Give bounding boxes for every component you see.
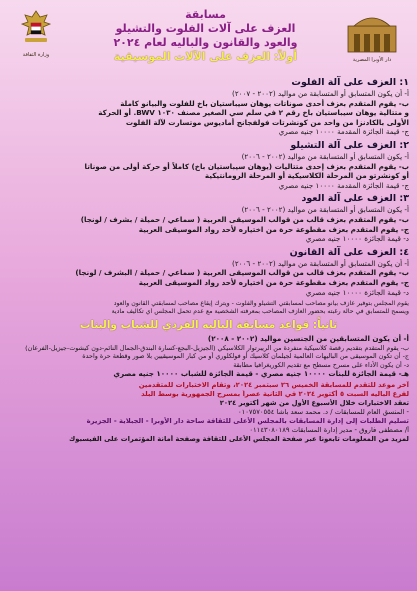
section-line: ب- يقوم المتقدم بعزف إحدى متتاليات (يوهان سيباستيان باخ) كاملاً أو حركة أولى من صوناتا (84, 161, 409, 171)
section-oud (8, 193, 409, 243)
title-line-3: والعود والقانون والباليه لعام ٢٠٢٤ (113, 36, 298, 49)
notes (8, 300, 409, 316)
contact-line: - المنسق العام للمسابقات / د. محمد سعد باشا ٠١٠٧٥٧٠٥٥٤ (237, 407, 409, 416)
logo-left-caption: وزارة الثقافة (22, 52, 50, 58)
note-line: ويسمح للمتسابق في حالة رغبته بحضور العازف المصاحب بمعرفته الشخصية مع عدم تحمل المجلس أي تكاليف مادية (111, 308, 409, 316)
section-qanun (8, 247, 409, 297)
closing-info (8, 381, 409, 444)
closing-line: تعقد الاختبارات خلال الأسبوع الأول من شهر أكتوبر ٢٠٢٤ (219, 398, 409, 407)
ballet-line: هـ- قيمة الجائزة للبنات ١٠٠٠٠ جنيه مصري - قيمة الجائزة للشباب ١٠٠٠٠ جنيه مصري (113, 368, 409, 378)
section-line: ج- يقوم المتقدم بعزف مقطوعة حرة من اختياره لأحد رواد الموسيقى العربية (138, 277, 409, 287)
opera-building-icon (344, 12, 400, 56)
section-line: ب- يقوم المتقدم بعزف قالب من قوالب الموسيقى العربية ( سماعي / حميلة / بشرف / لونجا) (80, 214, 409, 224)
section-line: د- قيمة الجائزة ١٠٠٠٠ جنيه مصري (305, 234, 409, 244)
section-line: أ- أن يكون المتسابق أو المتسابقة من مواليد (٢٠٠٢ - ٢٠٠٦) (232, 258, 409, 268)
ballet-banner: ثانياً: قواعد مسابقة الباليه الفردي للشباب والبنات (79, 319, 338, 332)
logo-right-caption: دار الأوبرا المصرية (352, 57, 392, 63)
section-heading: ٤: العزف على آلة القانون (289, 246, 409, 258)
section-line: ج- يقوم المتقدم بعزف مقطوعة حرة من اختياره لأحد رواد الموسيقى العربية (138, 224, 409, 234)
closing-line: تسليم الطلبات إلى إدارة المسابقات بالمجلس الأعلى للثقافة ساحة دار الأوبرا - الجبلاية - الجزيرة (86, 416, 409, 425)
section-cello (8, 140, 409, 190)
section-line: أ- أن يكون المتسابق أو المتسابقة من مواليد (٢٠٠٢ - ٢٠٠٧) (232, 89, 409, 98)
contact-line: أ/ مصطفى فاروق - مدير إدارة المسابقات ٠١١٤٣٠٨٠١٨٩ (249, 425, 409, 434)
note-line: يقوم المجلس بتوفير عازف بيانو مصاحب لمسابقتي التشيلو والفلوت - ويترك إيقاع مصاحب لمسابقتي القانون والعود (113, 300, 409, 308)
content (8, 77, 409, 444)
section-heading: ١: العزف على آلة الفلوت (291, 77, 409, 88)
title-block (78, 8, 333, 64)
section-line: ج- قيمة الجائزة المقدمة ١٠٠٠٠ جنيه مصري (278, 127, 409, 137)
ballet-line: أ- أن يكون المتسابقين من الجنسين مواليد (٢٠٠٢ - ٢٠٠٨) (207, 334, 409, 344)
section-line: أ- يكون المتسابق أو المتسابقة من مواليد (٢٠٠٢ - ٢٠٠٦) (241, 151, 409, 161)
header (8, 4, 409, 74)
eagle-emblem-icon (19, 8, 53, 48)
section-line: أو كونشرتو من المرحلة الكلاسيكية أو المرحلة الرومانتيكية (204, 171, 409, 181)
ballet-line: ب- يقوم المتقدم بتقديم رقصة كلاسيكية منفردة من الريبرتوار الكلاسيكي (الجيزيل-البجع-كسارة البندق-الجمال النائم-دون كيشوت-جيزيل-الفرعان) (25, 343, 409, 352)
deadline-line: آخر موعد للتقدم للمسابقة الخميس ٢٦ سبتمبر ٢٠٢٤، وتقام الاختبارات للمتقدمين (138, 380, 409, 389)
ballet-rules (8, 334, 409, 378)
section-flute (8, 77, 409, 137)
section-line: ب- يقوم المتقدم بعزف قالب من قوالب الموسيقى العربية ( سماعي / حميلة / البشرف / لونجا) (75, 268, 409, 278)
ballet-line: د- أن يكون الأداء على مسرح مسطح مع تقديم الكوريغرافيا مطابقة (233, 360, 409, 369)
closing-line: لمزيد من المعلومات تابعونا عبر صفحة المجلس الأعلى للثقافة وصفحة أمانة المؤتمرات على الفيسبوك (68, 434, 409, 443)
deadline-line: لفرع الباليه السبت ٥ أكتوبر ٢٠٢٤ في الثانية عصراً بمسرح الجمهورية بوسط البلد (141, 389, 409, 398)
section-line: ج- قيمة الجائزة المقدمة ١٠٠٠٠ جنيه مصري (278, 180, 409, 190)
title-line-2: العزف على آلات الفلوت والتشيلو (115, 22, 296, 35)
section-line: أ- يكون المتسابق أو المتسابقة من مواليد (٢٠٠٢ - ٢٠٠٦) (241, 205, 409, 215)
section-line: الأولى بالكادنزا من واحد من كونشرتات فولفجانج أماديوس موتسارت لآلة الفلوت (125, 117, 409, 127)
section-line: د- قيمة الجائزة ١٠٠٠٠ جنيه مصري (305, 287, 409, 297)
section-line: و متتالية يوهان سيباستيان باخ رقم ٢ في سلم سي الصغير مصنف ١٠٣٠ BWV. أو الحركة (98, 108, 409, 118)
egypt-eagle-logo (14, 8, 58, 58)
section-one-banner: أولاً: العزف على الآلات الموسيقية (113, 50, 298, 63)
section-line: ب- يقوم المتقدم بعزف أحدى صوناتات يوهان سيباستيان باخ للفلوت والبيانو كاملة (120, 98, 409, 108)
opera-house-logo (341, 12, 403, 63)
ballet-line: ج- أن تكون الموسيقى من الباليهات العالمية لجيلمان كلاسيك أو فولكلوري أو من كبار الموسيقيين بلا صور وقطعة حرة واحدة (82, 352, 409, 361)
section-heading: ٣: العزف على آلة العود (301, 193, 409, 205)
section-heading: ٢: العزف على آلة التشيلو (290, 139, 409, 151)
title-line-1: مسابقة (185, 8, 226, 21)
